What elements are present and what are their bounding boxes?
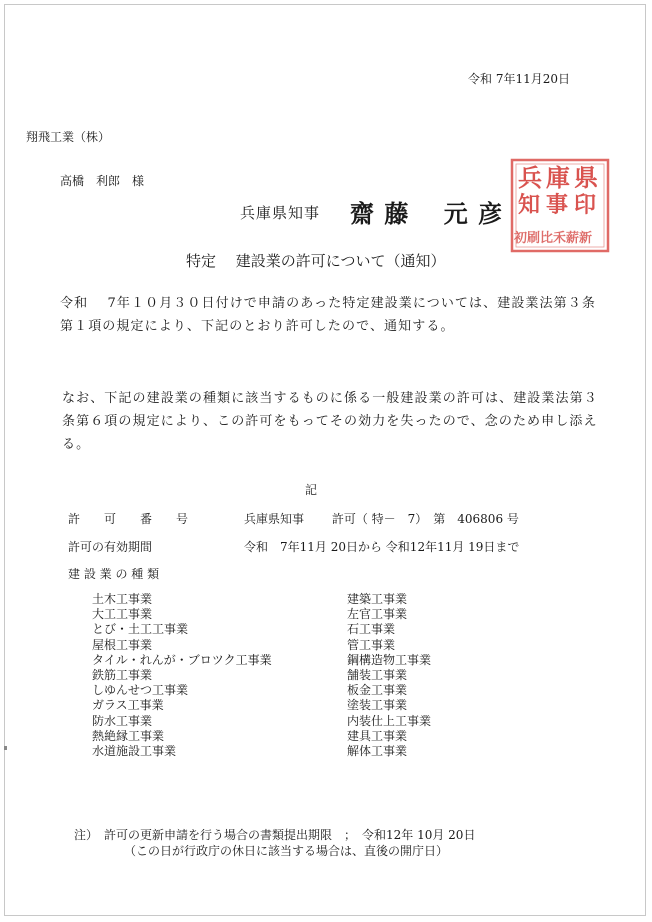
list-item: 水道施設工事業 bbox=[92, 744, 177, 759]
list-item: 土木工事業 bbox=[92, 592, 153, 606]
issuer-title: 兵庫県知事 bbox=[240, 204, 321, 222]
types-list-right bbox=[347, 592, 431, 759]
list-item: 塗装工事業 bbox=[347, 698, 408, 713]
list-item: 内装仕上工事業 bbox=[347, 713, 432, 728]
list-item: 熱絶縁工事業 bbox=[92, 728, 165, 743]
recipient-company: 翔飛工業（株） bbox=[26, 130, 111, 144]
list-item: 管工事業 bbox=[347, 637, 396, 652]
ki-heading: 記 bbox=[305, 483, 318, 497]
validity-label: 許可の有効期間 bbox=[68, 540, 153, 554]
svg-text:県: 県 bbox=[574, 163, 598, 192]
list-item: 解体工事業 bbox=[347, 744, 408, 759]
official-seal-icon bbox=[510, 158, 610, 253]
paragraph-note: なお、下記の建設業の種類に該当するものに係る一般建設業の許可は、建設業法第３条第６項の規定により、この許可をもってその効力を失ったので、念のため申し添える。 bbox=[62, 391, 598, 452]
svg-text:知: 知 bbox=[518, 192, 541, 218]
subject-title: 特定 建設業の許可について（通知） bbox=[186, 252, 446, 270]
recipient-person: 高橋 利郎 様 bbox=[60, 174, 145, 188]
list-item: 板金工事業 bbox=[347, 683, 408, 698]
list-item: 鋼構造物工事業 bbox=[347, 652, 432, 667]
list-item: タイル・れんが・ブロツク工事業 bbox=[92, 652, 272, 667]
renewal-note: 注） 許可の更新申請を行う場合の書類提出期限 ； 令和12年 10月 20日 bbox=[74, 828, 476, 842]
list-item: しゆんせつ工事業 bbox=[92, 683, 189, 698]
list-item: 防水工事業 bbox=[92, 713, 153, 728]
list-item: ガラス工事業 bbox=[92, 698, 164, 713]
types-label: 建 設 業 の 種 類 bbox=[68, 567, 160, 581]
svg-text:庫: 庫 bbox=[546, 163, 570, 192]
types-list-left bbox=[92, 592, 272, 759]
renewal-note-detail: （この日が行政庁の休日に該当する場合は、直後の開庁日） bbox=[124, 844, 449, 858]
svg-text:印: 印 bbox=[574, 192, 597, 218]
list-item: 舗装工事業 bbox=[347, 668, 408, 683]
list-item: 大工工事業 bbox=[92, 607, 153, 622]
list-item: 石工事業 bbox=[347, 622, 396, 637]
list-item: 左官工事業 bbox=[347, 607, 408, 622]
svg-text:兵: 兵 bbox=[518, 163, 542, 192]
list-item: 建具工事業 bbox=[347, 728, 408, 743]
issuer-name: 齋 藤 元 彦 bbox=[350, 199, 504, 228]
issue-date: 令和 7年11月20日 bbox=[468, 72, 570, 86]
list-item: 建築工事業 bbox=[347, 592, 408, 606]
validity-value: 令和 7年11月 20日から 令和12年11月 19日まで bbox=[244, 540, 520, 554]
list-item: 屋根工事業 bbox=[92, 637, 153, 652]
svg-text:事: 事 bbox=[546, 192, 569, 218]
list-item: とび・土工工事業 bbox=[92, 622, 189, 637]
list-item: 鉄筋工事業 bbox=[92, 668, 153, 683]
scan-mark bbox=[4, 746, 7, 750]
svg-text:初刷比禾薪新: 初刷比禾薪新 bbox=[514, 231, 593, 246]
paragraph-approval: 令和 7年１０月３０日付けで申請のあった特定建設業については、建設業法第３条第１項の規定により、下記のとおり許可したので、通知する。 bbox=[60, 296, 596, 334]
permit-number-value: 兵庫県知事 許可（ 特－ 7） 第 406806 号 bbox=[244, 512, 519, 526]
permit-number-label: 許 可 番 号 bbox=[68, 512, 189, 526]
